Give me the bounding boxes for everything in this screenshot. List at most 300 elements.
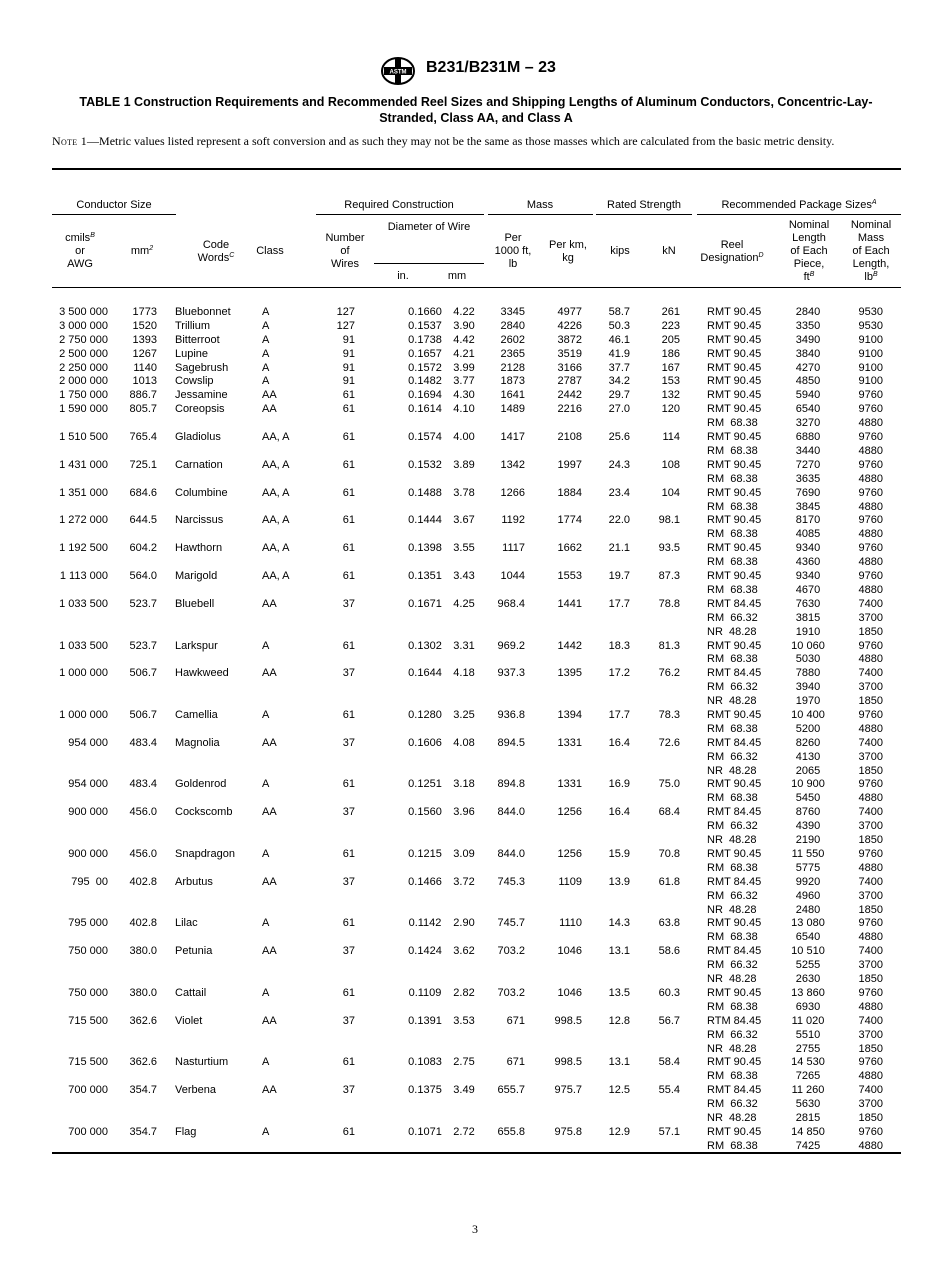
cell-nominal-length: 2815: [795, 1112, 821, 1124]
cell-mm2: 402.8: [129, 875, 157, 888]
cell-kips: 18.3: [608, 639, 630, 652]
cell-kn: 98.1: [658, 514, 680, 527]
cell-din: 0.1660: [408, 306, 442, 318]
table-row: [52, 917, 901, 945]
cell-code: Nasturtium: [175, 1056, 229, 1069]
cell-reel-designation: RM 66.32: [707, 1028, 758, 1041]
cell-reel-designation: RM 68.38: [707, 556, 758, 569]
table-row: [52, 362, 901, 376]
cell-code: Camellia: [175, 708, 218, 721]
cell-din: 0.1560: [408, 806, 442, 819]
cell-code: Snapdragon: [175, 847, 235, 860]
cell-dmm: 4.42: [453, 333, 475, 346]
cell-cls: AA: [262, 667, 277, 680]
cell-dmm: 4.18: [453, 667, 475, 680]
cell-size: 750 000: [68, 986, 108, 999]
table-row: [52, 459, 901, 487]
cell-nominal-length: 6540: [795, 403, 821, 416]
cell-din: 0.1738: [408, 333, 442, 346]
cell-nominal-length: 10 400: [791, 708, 825, 721]
cell-din: 0.1083: [408, 1056, 442, 1069]
cell-wires: 61: [342, 570, 355, 583]
table-row: [52, 1015, 901, 1057]
cell-cls: A: [262, 778, 270, 791]
cell-reel-designation: RM 68.38: [707, 444, 758, 457]
cell-cls: AA: [262, 403, 277, 416]
header-mm2: $mm^2$: [130, 245, 154, 257]
cell-kips: 58.7: [608, 306, 630, 318]
table-body: [52, 306, 901, 1154]
cell-lb: 655.8: [497, 1125, 525, 1138]
cell-lb: 2602: [500, 333, 525, 346]
cell-nominal-mass: 3700: [858, 681, 883, 694]
cell-lb: 1192: [501, 514, 525, 527]
cell-nominal-length: 5030: [795, 653, 821, 666]
cell-din: 0.1444: [408, 514, 442, 527]
cell-kips: 16.9: [608, 778, 630, 791]
cell-code: Coreopsis: [175, 403, 225, 416]
cell-nominal-mass: 1850: [858, 695, 883, 708]
cell-kips: 22.0: [608, 514, 630, 527]
table-title: TABLE 1 Construction Requirements and Recommended Reel Sizes and Shipping Lengths of Aluminum Conductors, Concentric-Lay-Stranded, Class AA, and Class A: [79, 95, 873, 125]
cell-dmm: 2.90: [453, 917, 475, 930]
cell-reel-designation: RMT 84.45: [707, 597, 762, 610]
svg-text:ASTM: ASTM: [389, 69, 407, 76]
cell-nominal-mass: 9100: [858, 361, 883, 374]
cell-nominal-length: 13 080: [791, 917, 825, 930]
cell-kips: 13.1: [608, 945, 630, 958]
cell-nominal-length: 4960: [795, 889, 821, 902]
cell-kips: 37.7: [608, 361, 630, 374]
cell-kg: 1662: [557, 542, 582, 555]
cell-code: Carnation: [175, 458, 223, 471]
cell-nominal-length: 2480: [795, 903, 821, 916]
header-diameter-of-wire: Diameter of Wire: [387, 221, 471, 233]
cell-reel-designation: RMT 90.45: [707, 431, 762, 444]
cell-nominal-mass: 4880: [858, 472, 883, 485]
cell-kg: 2108: [557, 431, 582, 444]
cell-dmm: 4.22: [453, 306, 475, 318]
cell-code: Sagebrush: [175, 361, 229, 374]
cell-mm2: 1267: [132, 347, 157, 360]
cell-din: 0.1537: [408, 319, 442, 332]
cell-nominal-length: 8760: [795, 806, 821, 819]
cell-wires: 61: [342, 403, 355, 416]
cell-size: 2 250 000: [59, 361, 108, 374]
cell-din: 0.1644: [408, 667, 442, 680]
cell-lb: 1266: [500, 486, 525, 499]
table-note: [52, 134, 900, 149]
cell-reel-designation: RMT 90.45: [707, 458, 762, 471]
cell-reel-designation: RMT 90.45: [707, 570, 762, 583]
cell-cls: A: [262, 917, 270, 930]
cell-wires: 61: [342, 486, 355, 499]
cell-kn: 70.8: [658, 847, 680, 860]
cell-nominal-length: 5775: [795, 861, 821, 874]
table-row: [52, 1126, 901, 1154]
cell-reel-designation: RM 68.38: [707, 583, 758, 596]
cell-nominal-length: 3940: [795, 681, 821, 694]
cell-mm2: 564.0: [129, 570, 157, 583]
cell-size: 1 750 000: [59, 389, 108, 402]
cell-reel-designation: NR 48.28: [707, 973, 757, 986]
cell-lb: 894.8: [497, 778, 525, 791]
cell-reel-designation: RM 66.32: [707, 889, 758, 902]
cell-cls: AA: [262, 806, 277, 819]
cell-mm2: 1773: [132, 306, 157, 318]
cell-size: 1 510 500: [59, 431, 108, 444]
cell-nominal-length: 8170: [795, 514, 821, 527]
header-class: Class: [256, 245, 284, 257]
cell-nominal-mass: 9760: [858, 514, 883, 527]
cell-nominal-length: 3815: [795, 611, 821, 624]
cell-nominal-length: 10 060: [791, 639, 825, 652]
note-label: Note 1: [52, 134, 88, 148]
cell-din: 0.1215: [408, 847, 442, 860]
cell-wires: 61: [342, 986, 355, 999]
cell-kn: 55.4: [658, 1084, 680, 1097]
cell-nominal-mass: 9760: [858, 778, 883, 791]
cell-reel-designation: NR 48.28: [707, 695, 757, 708]
header-underline: [488, 214, 593, 215]
cell-mm2: 1013: [132, 375, 157, 388]
cell-nominal-length: 14 530: [791, 1056, 825, 1069]
cell-lb: 2128: [500, 361, 525, 374]
cell-size: 700 000: [68, 1084, 108, 1097]
cell-reel-designation: RMT 90.45: [707, 486, 762, 499]
cell-size: 2 500 000: [59, 347, 108, 360]
cell-reel-designation: RMT 90.45: [707, 361, 762, 374]
document-header: [0, 56, 950, 86]
cell-kn: 76.2: [658, 667, 680, 680]
cell-kips: 19.7: [608, 570, 630, 583]
cell-cls: AA: [262, 1084, 277, 1097]
cell-wires: 61: [342, 431, 355, 444]
cell-reel-designation: NR 48.28: [707, 1112, 757, 1124]
cell-wires: 61: [342, 708, 355, 721]
cell-lb: 655.7: [497, 1084, 525, 1097]
cell-lb: 844.0: [497, 806, 525, 819]
cell-nominal-mass: 3700: [858, 1028, 883, 1041]
cell-size: 1 590 000: [59, 403, 108, 416]
cell-reel-designation: RMT 90.45: [707, 306, 762, 318]
header-nominal-length: Nominal Length of Each Piece, $ft^B$: [788, 219, 830, 283]
header-underline: [374, 263, 484, 264]
page-number: 3: [472, 1222, 478, 1236]
cell-mm2: 483.4: [129, 778, 157, 791]
cell-kg: 1109: [558, 875, 582, 888]
cell-kn: 63.8: [658, 917, 680, 930]
cell-size: 795 00: [71, 875, 108, 888]
cell-reel-designation: RM 68.38: [707, 417, 758, 430]
cell-code: Jessamine: [175, 389, 228, 402]
header-conductor-size: Conductor Size: [76, 199, 152, 211]
cell-nominal-mass: 3700: [858, 1098, 883, 1111]
cell-cls: AA: [262, 389, 277, 402]
cell-kips: 12.8: [608, 1014, 630, 1027]
cell-nominal-mass: 4880: [858, 861, 883, 874]
cell-dmm: 3.09: [453, 847, 475, 860]
cell-mm2: 1393: [132, 333, 157, 346]
cell-din: 0.1572: [408, 361, 442, 374]
cell-nominal-length: 6880: [795, 431, 821, 444]
cell-kg: 998.5: [554, 1014, 582, 1027]
table-row: [52, 487, 901, 515]
cell-size: 954 000: [68, 778, 108, 791]
cell-mm2: 506.7: [129, 708, 157, 721]
cell-dmm: 4.21: [453, 347, 475, 360]
cell-dmm: 3.49: [453, 1084, 475, 1097]
cell-nominal-length: 1910: [795, 625, 821, 638]
cell-reel-designation: RM 68.38: [707, 1070, 758, 1083]
header-rated-strength: Rated Strength: [607, 199, 681, 211]
cell-nominal-length: 3840: [795, 347, 821, 360]
cell-wires: 61: [342, 458, 355, 471]
cell-nominal-length: 4670: [795, 583, 821, 596]
cell-kips: 41.9: [608, 347, 630, 360]
header-underline: [52, 214, 176, 215]
cell-din: 0.1606: [408, 736, 442, 749]
cell-nominal-mass: 7400: [858, 736, 883, 749]
cell-kg: 1110: [559, 917, 582, 930]
cell-wires: 37: [342, 667, 355, 680]
cell-kg: 1553: [557, 570, 582, 583]
cell-lb: 2840: [500, 319, 525, 332]
cell-mm2: 523.7: [129, 639, 157, 652]
header-bottom-rule: [52, 287, 901, 288]
cell-din: 0.1142: [408, 917, 442, 930]
cell-code: Gladiolus: [175, 431, 221, 444]
cell-kg: 1441: [557, 597, 582, 610]
cell-reel-designation: RM 68.38: [707, 653, 758, 666]
cell-nominal-length: 1970: [795, 695, 821, 708]
cell-reel-designation: NR 48.28: [707, 834, 757, 847]
cell-kg: 4977: [557, 306, 582, 318]
cell-wires: 61: [342, 917, 355, 930]
cell-nominal-length: 5940: [795, 389, 821, 402]
cell-kg: 1046: [557, 945, 582, 958]
cell-mm2: 644.5: [129, 514, 157, 527]
cell-kn: 78.8: [658, 597, 680, 610]
cell-nominal-length: 11 260: [791, 1084, 825, 1097]
cell-din: 0.1109: [408, 986, 442, 999]
cell-reel-designation: RMT 90.45: [707, 986, 762, 999]
cell-nominal-mass: 9760: [858, 431, 883, 444]
cell-mm2: 1140: [133, 361, 157, 374]
cell-code: Bluebell: [175, 597, 215, 610]
cell-wires: 91: [342, 333, 355, 346]
cell-nominal-length: 7270: [795, 458, 821, 471]
table-row: [52, 389, 901, 403]
cell-wires: 37: [342, 875, 355, 888]
cell-mm2: 805.7: [129, 403, 157, 416]
table-row: [52, 334, 901, 348]
cell-reel-designation: RM 68.38: [707, 792, 758, 805]
table-row: [52, 306, 901, 320]
cell-kn: 153: [661, 375, 680, 388]
table-bottom-rule: [52, 1152, 901, 1154]
cell-dmm: 3.99: [453, 361, 475, 374]
cell-wires: 127: [336, 306, 355, 318]
cell-code: Bluebonnet: [175, 306, 231, 318]
cell-kg: 2787: [557, 375, 582, 388]
table-row: [52, 542, 901, 570]
header-cmils: cmils$^B$ or AWG: [65, 232, 95, 270]
cell-kn: 205: [661, 333, 680, 346]
header-kn: kN: [662, 245, 676, 257]
cell-reel-designation: RMT 90.45: [707, 319, 762, 332]
table-row: [52, 431, 901, 459]
cell-kn: 186: [661, 347, 680, 360]
cell-din: 0.1466: [408, 875, 442, 888]
cell-mm2: 483.4: [129, 736, 157, 749]
table-row: [52, 709, 901, 737]
cell-din: 0.1657: [408, 347, 442, 360]
cell-nominal-mass: 9760: [858, 458, 883, 471]
cell-cls: AA: [262, 1014, 277, 1027]
cell-nominal-length: 5630: [795, 1098, 821, 1111]
cell-wires: 37: [342, 597, 355, 610]
cell-kips: 17.2: [608, 667, 630, 680]
cell-cls: A: [262, 639, 270, 652]
table-row: [52, 403, 901, 431]
cell-kg: 3872: [557, 333, 582, 346]
cell-nominal-mass: 4880: [858, 500, 883, 513]
cell-dmm: 2.82: [453, 986, 475, 999]
cell-wires: 61: [342, 542, 355, 555]
standard-designation: B231/B231M – 23: [426, 59, 556, 76]
cell-nominal-mass: 9760: [858, 486, 883, 499]
cell-nominal-mass: 4880: [858, 931, 883, 944]
cell-code: Marigold: [175, 570, 218, 583]
cell-dmm: 3.72: [453, 875, 475, 888]
cell-dmm: 2.72: [453, 1125, 475, 1138]
cell-size: 3 500 000: [59, 306, 108, 318]
cell-cls: AA, A: [262, 542, 290, 555]
table-row: [52, 1084, 901, 1126]
cell-code: Cattail: [175, 986, 207, 999]
cell-kg: 3166: [557, 361, 582, 374]
cell-nominal-mass: 9760: [858, 403, 883, 416]
cell-nominal-length: 8260: [795, 736, 821, 749]
cell-reel-designation: RMT 90.45: [707, 708, 762, 721]
cell-dmm: 3.43: [453, 570, 475, 583]
cell-cls: A: [262, 847, 270, 860]
cell-size: 2 000 000: [59, 375, 108, 388]
cell-wires: 37: [342, 945, 355, 958]
cell-nominal-length: 9340: [795, 542, 821, 555]
cell-cls: AA, A: [262, 431, 290, 444]
table-row: [52, 876, 901, 918]
cell-wires: 61: [342, 639, 355, 652]
table-row: [52, 320, 901, 334]
cell-kips: 16.4: [608, 806, 630, 819]
cell-nominal-mass: 3700: [858, 750, 883, 763]
cell-nominal-mass: 1850: [858, 834, 883, 847]
cell-kips: 16.4: [608, 736, 630, 749]
cell-reel-designation: RMT 90.45: [707, 347, 762, 360]
cell-reel-designation: NR 48.28: [707, 903, 757, 916]
table-row: [52, 348, 901, 362]
cell-din: 0.1671: [408, 597, 442, 610]
cell-kips: 24.3: [608, 458, 630, 471]
cell-kips: 23.4: [608, 486, 630, 499]
cell-nominal-mass: 1850: [858, 1112, 883, 1124]
cell-code: Lilac: [175, 917, 198, 930]
cell-code: Cockscomb: [175, 806, 233, 819]
cell-size: 1 113 000: [59, 570, 108, 583]
cell-cls: AA: [262, 875, 277, 888]
cell-mm2: 523.7: [129, 597, 157, 610]
cell-code: Hawthorn: [175, 542, 223, 555]
cell-kg: 975.7: [554, 1084, 582, 1097]
cell-nominal-mass: 7400: [858, 597, 883, 610]
cell-din: 0.1302: [408, 639, 442, 652]
header-required-construction: Required Construction: [344, 199, 454, 211]
header-nominal-mass: Nominal Mass of Each Length, $lb^B$: [850, 219, 892, 283]
cell-lb: 1417: [500, 431, 525, 444]
cell-nominal-mass: 9760: [858, 986, 883, 999]
cell-kn: 223: [661, 319, 680, 332]
cell-kn: 72.6: [658, 736, 680, 749]
cell-dmm: 4.00: [453, 431, 475, 444]
cell-kips: 46.1: [608, 333, 630, 346]
table-row: [52, 667, 901, 709]
cell-kn: 132: [661, 389, 680, 402]
cell-size: 1 192 500: [59, 542, 108, 555]
header-diameter-in: in.: [397, 270, 409, 282]
cell-kn: 78.3: [658, 708, 680, 721]
cell-code: Lupine: [175, 347, 209, 360]
cell-nominal-mass: 9760: [858, 708, 883, 721]
cell-kips: 50.3: [608, 319, 630, 332]
cell-mm2: 604.2: [129, 542, 157, 555]
cell-lb: 1641: [500, 389, 525, 402]
cell-mm2: 380.0: [129, 986, 157, 999]
cell-code: Flag: [175, 1125, 197, 1138]
cell-nominal-mass: 4880: [858, 722, 883, 735]
cell-din: 0.1251: [408, 778, 442, 791]
header-kips: kips: [610, 245, 630, 257]
cell-reel-designation: RMT 84.45: [707, 667, 762, 680]
cell-mm2: 362.6: [129, 1014, 157, 1027]
cell-wires: 61: [342, 847, 355, 860]
cell-nominal-length: 2190: [795, 834, 821, 847]
cell-lb: 968.4: [497, 597, 525, 610]
cell-kg: 2442: [557, 389, 582, 402]
cell-nominal-mass: 4880: [858, 444, 883, 457]
cell-reel-designation: NR 48.28: [707, 1042, 757, 1055]
cell-reel-designation: RMT 84.45: [707, 1084, 762, 1097]
cell-lb: 844.0: [497, 847, 525, 860]
cell-wires: 37: [342, 736, 355, 749]
cell-kg: 3519: [557, 347, 582, 360]
cell-nominal-mass: 9100: [858, 333, 883, 346]
cell-kn: 108: [661, 458, 680, 471]
cell-reel-designation: RMT 90.45: [707, 403, 762, 416]
cell-reel-designation: RMT 84.45: [707, 736, 762, 749]
cell-nominal-length: 10 510: [791, 945, 825, 958]
cell-cls: A: [262, 708, 270, 721]
cell-kg: 1442: [557, 639, 582, 652]
cell-wires: 61: [342, 1125, 355, 1138]
cell-wires: 61: [342, 778, 355, 791]
cell-kg: 4226: [557, 319, 582, 332]
cell-kn: 56.7: [658, 1014, 680, 1027]
cell-mm2: 725.1: [129, 458, 157, 471]
cell-reel-designation: RM 66.32: [707, 1098, 758, 1111]
header-package-sizes: Recommended Package Sizes$^A$: [721, 199, 877, 211]
